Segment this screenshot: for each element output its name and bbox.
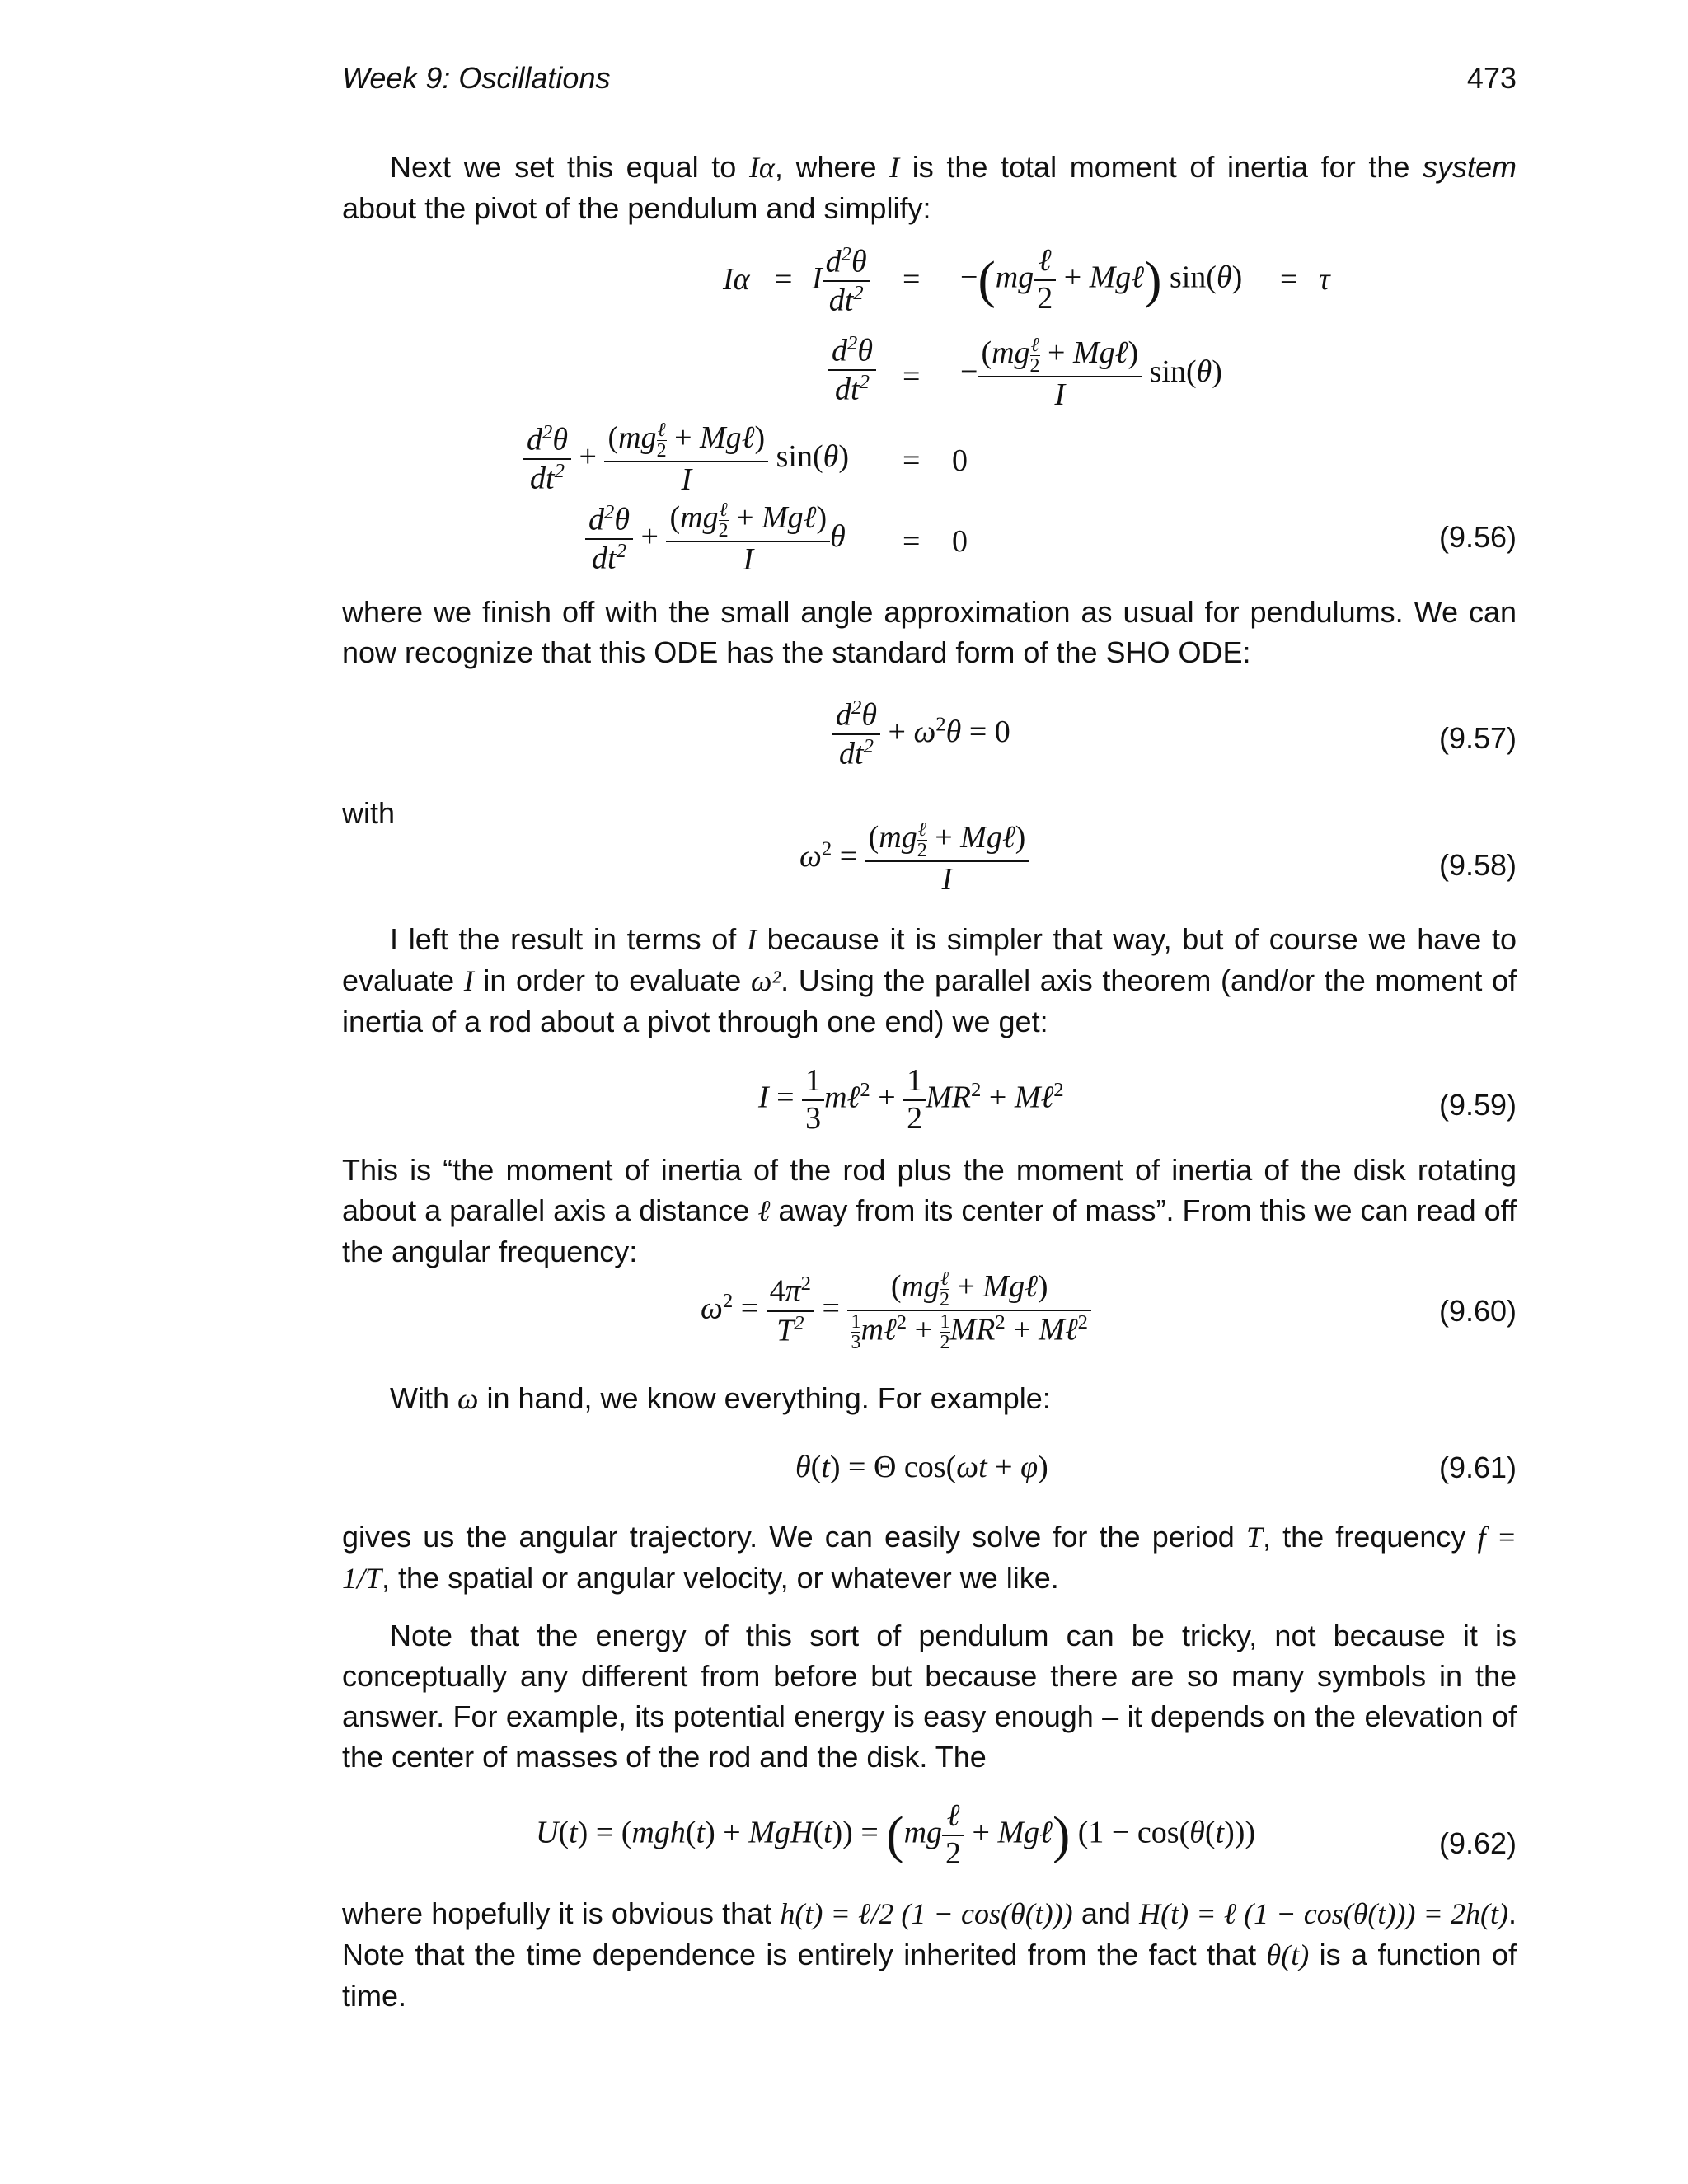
inline-math-I: I (889, 151, 900, 184)
page-header (342, 61, 1517, 102)
equation-9-58: $\omega^2$ = (mg ℓ 2 + Mgℓ) I (9.58) (799, 819, 1517, 897)
equation-number: (9.62) (1438, 1826, 1517, 1860)
equation-9-56: Iα = I $\frac{d^2\theta}{dt^2}$ = −(mg $\frac{\text{ℓ}}{2}$ + Mgℓ) sin(θ) = τ $\frac{d^2\theta}{dt^2}$ = − (mg ℓ 2 + Mgℓ) I sin(θ) $\frac{d^2\theta}{dt^2}$ + (mg ℓ 2 + Mgℓ) I sin(θ) = 0 $\frac{d^2\theta}{dt^2}$ + (mg ℓ 2 + Mgℓ) I θ = 0 (9.56) (342, 243, 1517, 589)
equation-9-59: I = $\frac{1}{3}$ mℓ$^2$ + $\frac{1}{2}$ $MR^2$ + Mℓ$^2$ (9.59) (758, 1063, 1517, 1136)
equation-number: (9.57) (1438, 721, 1517, 755)
paragraph-1: Next we set this equal to Iα, where I is the total moment of inertia for the system about the pivot of the pendulum and simplify: (342, 150, 1517, 225)
paragraph-4: I left the result in terms of I because it is simpler that way, but of course we have to evaluate I in order to evaluate ω². Using the parallel axis theorem (and/or the moment of inertia of a rod about a pivot through one end) we get: (342, 922, 1517, 1038)
paragraph-2: where we finish off with the small angle approximation as usual for pendulums. We can now recognize that this ODE has the standard form of the SHO ODE: (342, 595, 1517, 669)
equation-9-60: $\omega^2$ = $\frac{4\pi^2}{T^2}$ = (mg ℓ 2 + Mgℓ) $\frac{1}{3}$ mℓ$^2$ + $\frac{1}{2}$ $MR^2$ + Mℓ$^2$ (9.60) (701, 1268, 1517, 1354)
page-number: 473 (1466, 61, 1517, 95)
paragraph-5: This is “the moment of inertia of the rod plus the moment of inertia of the disk rotating about a parallel axis a distance ℓ away from its center of mass”. From this we can read off the angular frequency: (342, 1153, 1517, 1268)
inline-math-I-alpha: Iα (748, 151, 775, 184)
equation-number: (9.56) (1438, 520, 1517, 554)
equation-9-57: $\frac{d^2\theta}{dt^2}$ + $\omega^2\theta = 0$ (9.57) (342, 696, 1517, 787)
equation-9-61: θ(t) = Θ cos(ωt + φ) (9.61) (795, 1450, 1517, 1484)
equation-number: (9.60) (1438, 1294, 1517, 1328)
paragraph-7: gives us the angular trajectory. We can easily solve for the period T, the frequency f = 1/T, the spatial or angular velocity, or whatever we like. (342, 1520, 1517, 1595)
equation-number: (9.58) (1438, 848, 1517, 882)
paragraph-9: where hopefully it is obvious that h(t) = ℓ/2 (1 − cos(θ(t))) and H(t) = ℓ (1 − cos(θ(t))) = 2h(t). Note that the time dependence is entirely inherited from the fact that θ(t) is a function of time. (342, 1896, 1517, 2013)
paragraph-3: with (342, 796, 396, 830)
paragraph-6: With ω in hand, we know everything. For example: (390, 1381, 1051, 1415)
equation-9-62: U(t) = (mgh(t) + MgH(t)) = (mg $\frac{\text{ℓ}}{2}$ + Mgℓ) (1 − cos(θ(t))) (9.62) (536, 1798, 1517, 1871)
running-title: Week 9: Oscillations (342, 61, 611, 95)
paragraph-8: Note that the energy of this sort of pendulum can be tricky, not because it is conceptually any different from before but because there are so many symbols in the answer. For example, its potential energy is easy enough – it depends on the elevation of the center of masses of the rod and the disk. The (342, 1619, 1517, 1774)
equation-number: (9.61) (1438, 1451, 1517, 1484)
equation-number: (9.59) (1438, 1088, 1517, 1122)
